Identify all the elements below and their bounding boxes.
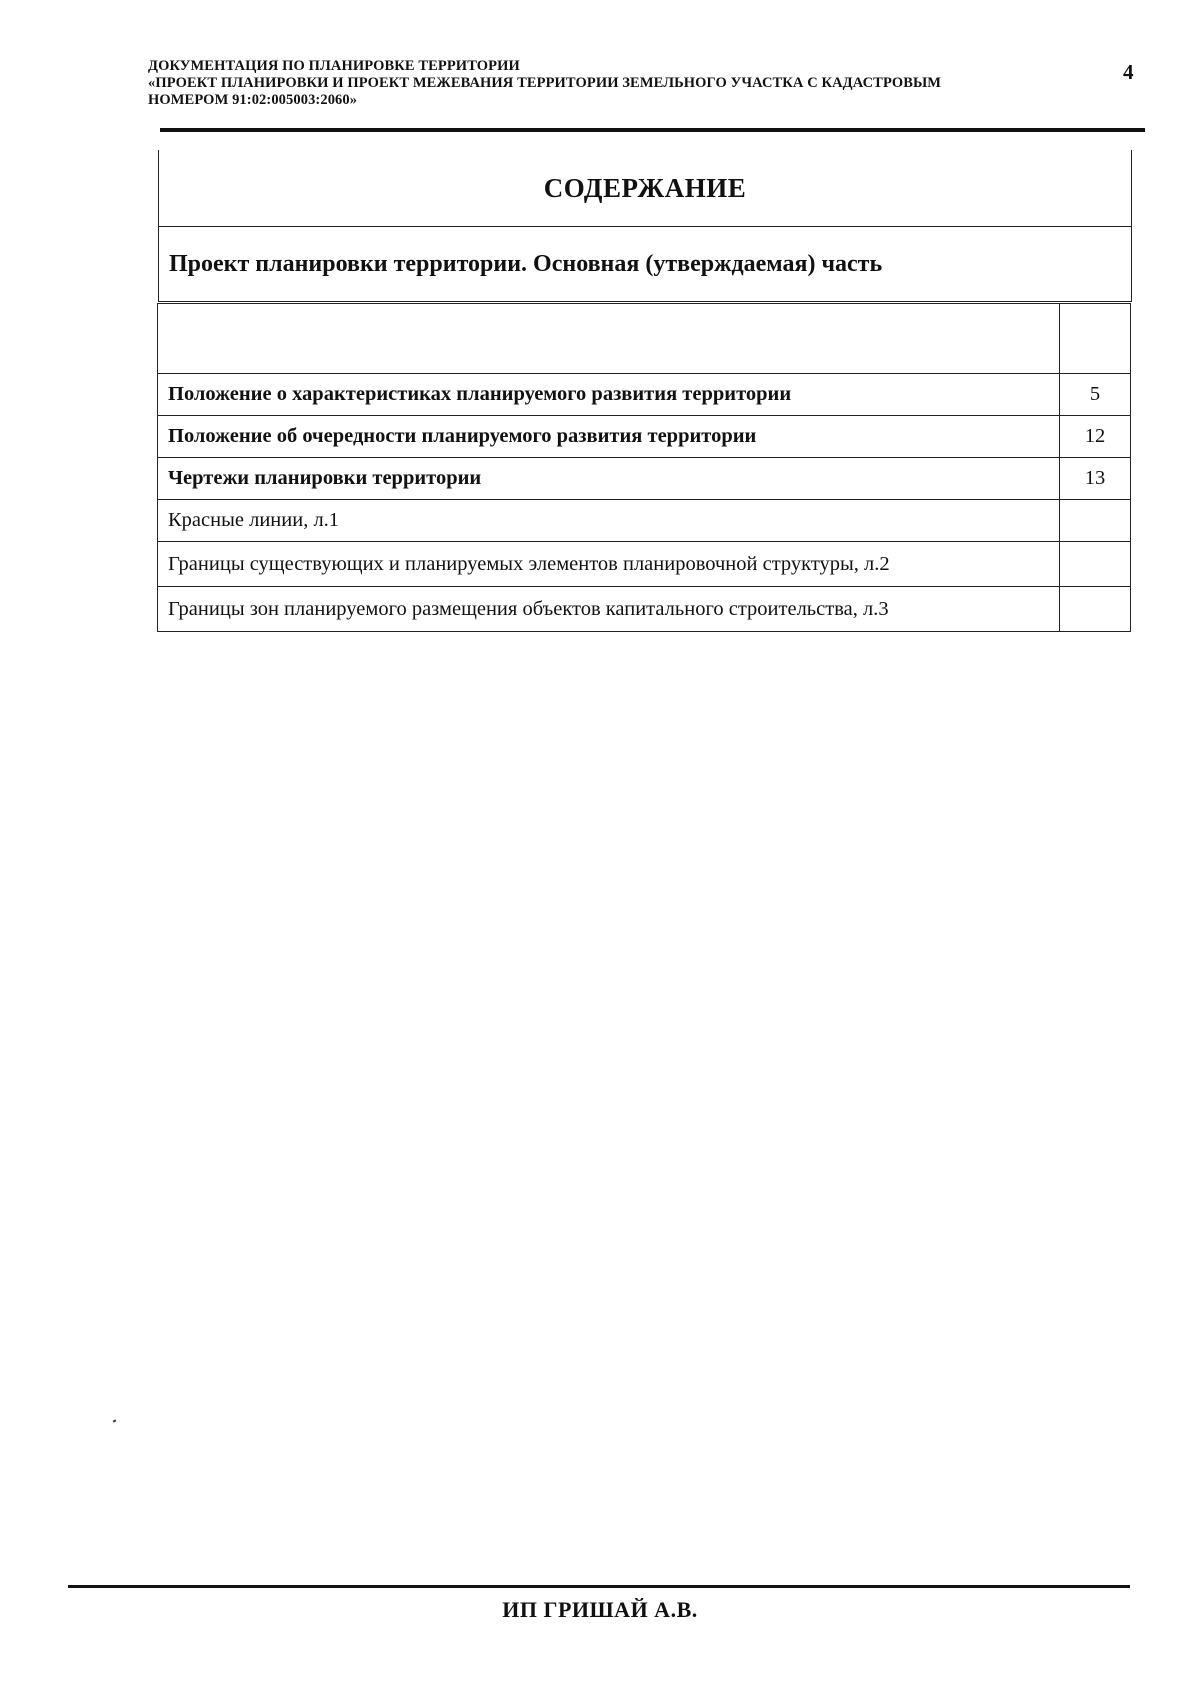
toc-entry-label: Чертежи планировки территории — [158, 458, 1060, 500]
toc-entry-page — [1060, 587, 1131, 632]
header-line-2: «ПРОЕКТ ПЛАНИРОВКИ И ПРОЕКТ МЕЖЕВАНИЯ ТЕРРИТОРИИ ЗЕМЕЛЬНОГО УЧАСТКА С КАДАСТРОВЫМ — [148, 75, 942, 91]
header-line-3: НОМЕРОМ 91:02:005003:2060» — [148, 92, 358, 108]
footer-rule — [68, 1585, 1130, 1588]
section-title: Проект планировки территории. Основная (утверждаемая) часть — [159, 227, 1131, 302]
toc-entry-label: Границы зон планируемого размещения объектов капитального строительства, л.3 — [158, 587, 1060, 632]
table-row — [158, 304, 1131, 374]
header-rule — [160, 128, 1145, 132]
document-header — [148, 58, 1068, 109]
toc-entry-page: 5 — [1060, 374, 1131, 416]
scan-speck — [113, 1419, 117, 1422]
toc-entry-label: Границы существующих и планируемых элементов планировочной структуры, л.2 — [158, 542, 1060, 587]
contents-frame — [158, 150, 1132, 302]
table-row — [158, 500, 1131, 542]
toc-entry-page: 12 — [1060, 416, 1131, 458]
header-line-1: ДОКУМЕНТАЦИЯ ПО ПЛАНИРОВКЕ ТЕРРИТОРИИ — [148, 58, 520, 74]
footer-company: ИП ГРИШАЙ А.В. — [502, 1597, 698, 1622]
table-row — [158, 416, 1131, 458]
toc-entry-page — [1060, 542, 1131, 587]
blank-page-cell — [1060, 304, 1131, 374]
blank-cell — [158, 304, 1060, 374]
table-row — [158, 542, 1131, 587]
page-number: 4 — [1123, 60, 1134, 84]
toc-entry-page — [1060, 500, 1131, 542]
toc-entry-label: Положение об очередности планируемого развития территории — [158, 416, 1060, 458]
table-row — [158, 587, 1131, 632]
table-row — [158, 374, 1131, 416]
toc-entry-page: 13 — [1060, 458, 1131, 500]
table-row — [158, 458, 1131, 500]
toc-entry-label: Красные линии, л.1 — [158, 500, 1060, 542]
contents-table — [157, 303, 1131, 632]
contents-title: СОДЕРЖАНИЕ — [159, 150, 1131, 227]
toc-entry-label: Положение о характеристиках планируемого развития территории — [158, 374, 1060, 416]
